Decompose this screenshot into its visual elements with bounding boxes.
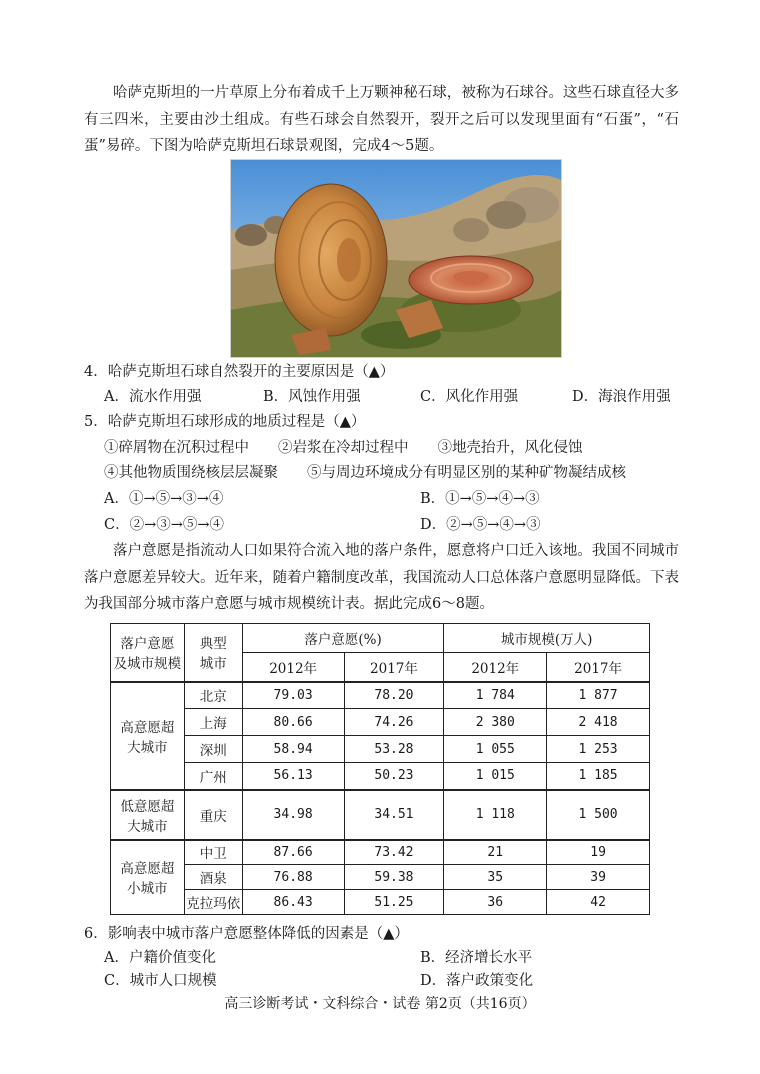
value-cell: 74.26 [344,709,444,736]
table-header-category: 落户意愿 及城市规模 [111,624,185,682]
table-row [111,763,650,790]
value-cell: 87.66 [242,840,344,865]
q4-option-c[interactable]: C．风化作用强 [420,389,519,405]
intro-paragraph-4-5: 哈萨克斯坦的一片草原上分布着成千上万颗神秘石球，被称为石球谷。这些石球直径大多有三四米，主要由沙土组成。有些石球会自然裂开，裂开之后可以发现里面有“石蛋”，“石蛋”易碎。下图为哈萨克斯坦石球景观图，完成4～5题。 [84,85,679,154]
q4-option-a[interactable]: A．流水作用强 [104,389,202,405]
value-cell: 34.51 [344,790,444,840]
table-header-willingness: 落户意愿(%) [242,624,444,653]
value-cell: 2 380 [444,709,547,736]
value-cell: 1 500 [547,790,650,840]
value-cell: 56.13 [242,763,344,790]
value-cell: 50.23 [344,763,444,790]
city-cell: 中卫 [184,840,242,865]
q5-items-line1: ①碎屑物在沉积过程中 ②岩浆在冷却过程中 ③地壳抬升，风化侵蚀 [104,440,583,456]
value-cell: 19 [547,840,650,865]
value-cell: 35 [444,865,547,890]
city-cell: 上海 [184,709,242,736]
q4-option-b[interactable]: B．风蚀作用强 [263,389,361,405]
q6-option-d[interactable]: D．落户政策变化 [420,973,534,989]
page-footer: 高三诊断考试・文科综合・试卷 第2页（共16页） [224,996,536,1012]
city-cell: 克拉玛依 [184,890,242,915]
q5-option-a[interactable]: A．①→⑤→③→④ [104,491,224,507]
q4-option-d[interactable]: D．海浪作用强 [572,389,671,405]
table-row [111,840,650,865]
city-cell: 北京 [184,682,242,709]
table-header-year: 2017年 [547,653,650,682]
value-cell: 21 [444,840,547,865]
city-cell: 广州 [184,763,242,790]
q4-stem: 4．哈萨克斯坦石球自然裂开的主要原因是（▲） [84,364,395,380]
value-cell: 58.94 [242,736,344,763]
city-cell: 酒泉 [184,865,242,890]
value-cell: 1 015 [444,763,547,790]
group-label: 低意愿超 大城市 [111,790,185,840]
table-header-city: 典型 城市 [184,624,242,682]
value-cell: 53.28 [344,736,444,763]
table-row [111,736,650,763]
table-row [111,790,650,840]
city-cell: 深圳 [184,736,242,763]
q6-stem: 6．影响表中城市落户意愿整体降低的因素是（▲） [84,926,409,942]
value-cell: 36 [444,890,547,915]
value-cell: 39 [547,865,650,890]
value-cell: 80.66 [242,709,344,736]
value-cell: 34.98 [242,790,344,840]
table-header-year: 2012年 [444,653,547,682]
q5-option-c[interactable]: C．②→③→⑤→④ [104,517,225,533]
q6-option-b[interactable]: B．经济增长水平 [420,950,533,966]
value-cell: 2 418 [547,709,650,736]
value-cell: 1 185 [547,763,650,790]
value-cell: 78.20 [344,682,444,709]
value-cell: 1 118 [444,790,547,840]
value-cell: 79.03 [242,682,344,709]
q5-option-d[interactable]: D．②→⑤→④→③ [420,517,541,533]
value-cell: 76.88 [242,865,344,890]
stone-ball-photo [230,159,562,358]
table-header-year: 2012年 [242,653,344,682]
table-header-year: 2017年 [344,653,444,682]
value-cell: 42 [547,890,650,915]
intro-paragraph-6-8: 落户意愿是指流动人口如果符合流入地的落户条件，愿意将户口迁入该地。我国不同城市落户意愿差异较大。近年来，随着户籍制度改革，我国流动人口总体落户意愿明显降低。下表为我国部分城市落户意愿与城市规模统计表。据此完成6～8题。 [84,543,679,612]
value-cell: 59.38 [344,865,444,890]
table-row [111,865,650,890]
q5-items-line2: ④其他物质围绕核层层凝聚 ⑤与周边环境成分有明显区别的某种矿物凝结成核 [104,465,626,481]
table-row [111,890,650,915]
q6-option-a[interactable]: A．户籍价值变化 [104,950,216,966]
value-cell: 86.43 [242,890,344,915]
group-label: 高意愿超 大城市 [111,682,185,790]
city-cell: 重庆 [184,790,242,840]
value-cell: 73.42 [344,840,444,865]
table-row [111,709,650,736]
value-cell: 1 784 [444,682,547,709]
value-cell: 51.25 [344,890,444,915]
value-cell: 1 253 [547,736,650,763]
table-row [111,682,650,709]
group-label: 高意愿超 小城市 [111,840,185,915]
value-cell: 1 877 [547,682,650,709]
table-header-city-scale: 城市规模(万人) [444,624,650,653]
settlement-statistics-table [110,623,650,915]
stone-ball-illustration [231,160,561,357]
q6-option-c[interactable]: C．城市人口规模 [104,973,217,989]
q5-stem: 5．哈萨克斯坦石球形成的地质过程是（▲） [84,414,366,430]
value-cell: 1 055 [444,736,547,763]
q5-option-b[interactable]: B．①→⑤→④→③ [420,491,540,507]
